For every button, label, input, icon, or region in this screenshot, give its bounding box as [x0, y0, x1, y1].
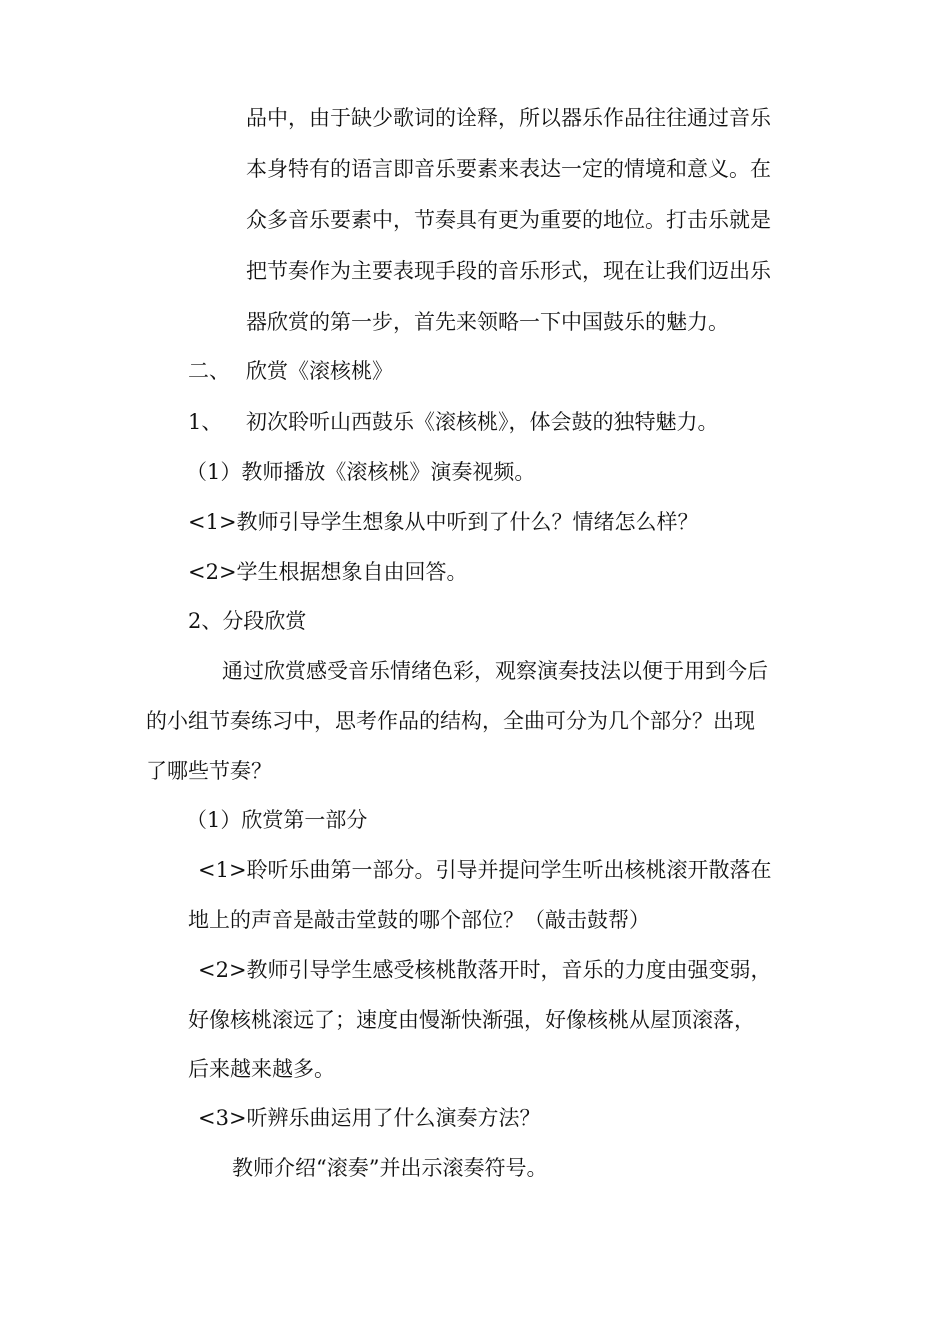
- item-2-paragraph-line-3: 了哪些节奏？: [146, 759, 272, 783]
- part-1-question-2-line-1: <2>教师引导学生感受核桃散落开时，音乐的力度由强变弱，: [198, 958, 772, 982]
- part-1-question-2-line-2: 好像核桃滚远了；速度由慢渐快渐强，好像核桃从屋顶滚落，: [188, 1008, 755, 1032]
- part-1-question-1-line-1: <1>聆听乐曲第一部分。引导并提问学生听出核桃滚开散落在: [198, 858, 772, 882]
- intro-line-5: 器欣赏的第一步，首先来领略一下中国鼓乐的魅力。: [246, 310, 729, 334]
- item-2-heading: 2、分段欣赏: [188, 609, 307, 633]
- item-2-paragraph-line-2: 的小组节奏练习中，思考作品的结构，全曲可分为几个部分？出现: [146, 709, 755, 733]
- item-1-text: 初次聆听山西鼓乐《滚核桃》，体会鼓的独特魅力。: [246, 410, 719, 434]
- item-1-sub-3: <2>学生根据想象自由回答。: [188, 560, 468, 584]
- part-1-heading: （1）欣赏第一部分: [186, 808, 368, 832]
- intro-line-1: 品中，由于缺少歌词的诠释，所以器乐作品往往通过音乐: [246, 106, 771, 130]
- item-1-sub-2: <1>教师引导学生想象从中听到了什么？情绪怎么样？: [188, 510, 699, 534]
- item-2-paragraph-line-1: 通过欣赏感受音乐情绪色彩，观察演奏技法以便于用到今后: [222, 659, 768, 683]
- section-2-number: 二、: [188, 359, 230, 383]
- item-1-sub-1: （1）教师播放《滚核桃》演奏视频。: [186, 460, 536, 484]
- part-1-question-2-line-3: 后来越来越多。: [188, 1057, 335, 1081]
- part-1-question-3-note: 教师介绍“滚奏”并出示滚奏符号。: [232, 1156, 548, 1180]
- part-1-question-3: <3>听辨乐曲运用了什么演奏方法？: [198, 1106, 541, 1130]
- part-1-question-1-line-2: 地上的声音是敲击堂鼓的哪个部位？（敲击鼓帮）: [188, 908, 650, 932]
- intro-line-3: 众多音乐要素中，节奏具有更为重要的地位。打击乐就是: [246, 208, 771, 232]
- item-1-number: 1、: [188, 410, 223, 434]
- intro-line-4: 把节奏作为主要表现手段的音乐形式，现在让我们迈出乐: [246, 259, 771, 283]
- section-2-title: 欣赏《滚核桃》: [246, 359, 393, 383]
- intro-line-2: 本身特有的语言即音乐要素来表达一定的情境和意义。在: [246, 157, 771, 181]
